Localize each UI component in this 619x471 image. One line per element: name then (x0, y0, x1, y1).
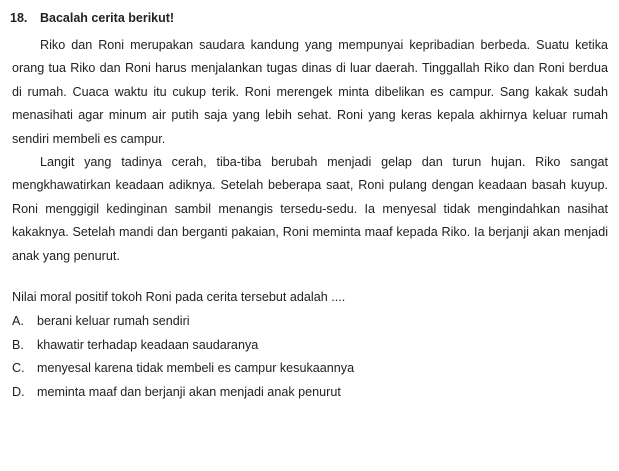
option-letter: C. (12, 361, 25, 376)
option-d[interactable] (12, 383, 354, 407)
question-instruction: Bacalah cerita berikut! (40, 11, 175, 25)
option-a[interactable] (12, 312, 354, 336)
option-text: berani keluar rumah sendiri (37, 314, 190, 328)
option-letter: B. (12, 337, 24, 352)
story-paragraph: Riko dan Roni merupakan saudara kandung yang mempunyai kepribadian berbeda. Suatu ketika orang tua Riko dan Roni harus menjalankan tugas dinas di luar daerah. Tinggallah Riko dan Roni berdua di rumah. Cuaca waktu itu cukup terik. Roni merengek minta dibelikan es campur. Sang kakak sudah menasihati agar minum air putih saja yang lebih sehat. Roni yang keras kepala akhirnya keluar rumah sendiri membeli es campur. (12, 38, 608, 146)
option-letter: D. (12, 384, 25, 399)
story-text (12, 34, 608, 268)
option-c[interactable] (12, 359, 354, 383)
option-letter: A. (12, 314, 24, 328)
story-paragraph: Langit yang tadinya cerah, tiba-tiba berubah menjadi gelap dan turun hujan. Riko sangat mengkhawatirkan keadaan adiknya. Setelah beberapa saat, Roni pulang dengan keadaan basah kuyup. Roni menggigil kedinginan sambil menangis tersedu-sedu. Ia menyesal tidak mengindahkan nasihat kakaknya. Setelah mandi dan berganti pakaian, Roni meminta maaf kepada Riko. Ia berjanji akan menjadi anak yang penurut. (12, 155, 608, 263)
question-prompt: Nilai moral positif tokoh Roni pada cerita tersebut adalah .... (12, 290, 346, 304)
question-number: 18. (10, 11, 28, 25)
answer-options (12, 312, 354, 406)
option-text: meminta maaf dan berjanji akan menjadi anak penurut (37, 384, 341, 399)
option-text: menyesal karena tidak membeli es campur kesukaannya (37, 361, 355, 376)
option-b[interactable] (12, 336, 354, 360)
option-text: khawatir terhadap keadaan saudaranya (37, 337, 259, 352)
